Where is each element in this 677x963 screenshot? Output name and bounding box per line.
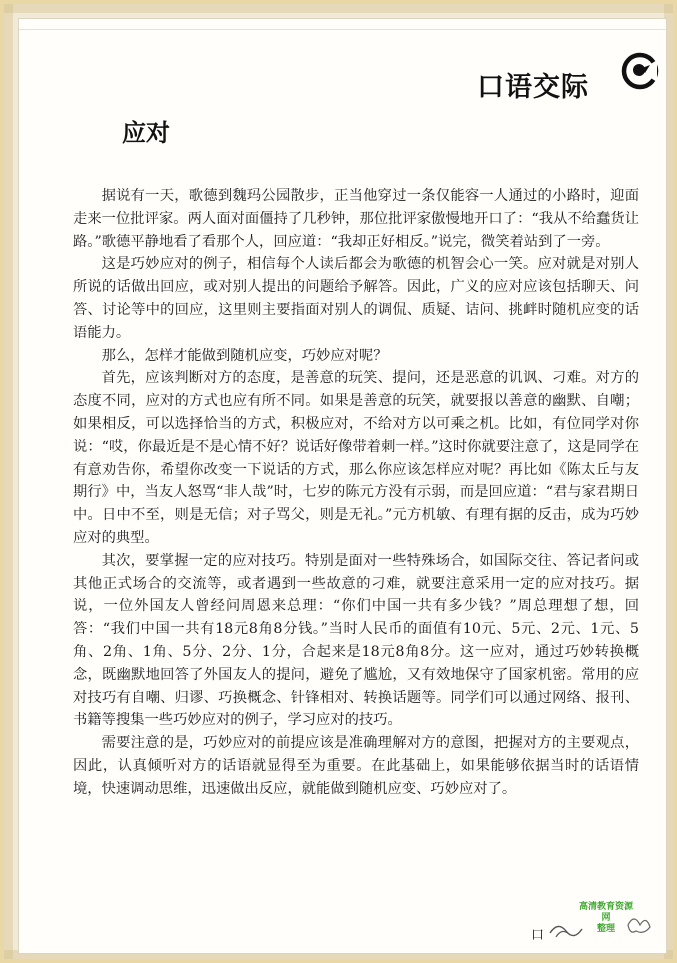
paragraph: 首先，应该判断对方的态度，是善意的玩笑、提问，还是恶意的讥讽、刁难。对方的态度不同，应对的方式也应有所不同。如果是善意的玩笑，就要报以善意的幽默、自嘲；如果相反，可以选择恰当的方式，积极应对，不给对方以可乘之机。比如，有位同学对你说：“哎，你最近是不是心情不好？说话好像带着刺一样。”这时你就要注意了，这是同学在有意劝告你，希望你改变一下说话的方式，那么你应该怎样应对呢？再比如《陈太丘与友期行》中，当友人怒骂“非人哉”时，七岁的陈元方没有示弱，而是回应道：“君与家君期日中。日中不至，则是无信；对子骂父，则是无礼。”元方机敏、有理有据的反击，成为巧妙应对的典型。 bbox=[73, 370, 639, 546]
document-page bbox=[18, 18, 667, 954]
section-title: 应对 bbox=[122, 119, 170, 147]
paragraph: 这是巧妙应对的例子，相信每个人读后都会为歌德的机智会心一笑。应对就是对别人所说的话做出回应，或对别人提出的问题给予解答。因此，广义的应对应该包括聊天、问答、讨论等中的回应，这里则主要指面对别人的调侃、质疑、诘问、挑衅时随机应变的话语能力。 bbox=[73, 256, 639, 341]
paragraph: 据说有一天，歌德到魏玛公园散步，正当他穿过一条仅能容一人通过的小路时，迎面走来一位批评家。两人面对面僵持了几秒钟，那位批评家傲慢地开口了：“我从不给蠢货让路。”歌德平静地看了看那个人，回应道：“我却正好相反。”说完，微笑着站到了一旁。 bbox=[73, 188, 639, 250]
paragraph: 那么，怎样才能做到随机应变，巧妙应对呢？ bbox=[101, 347, 388, 364]
body-text bbox=[73, 185, 639, 801]
paragraph: 需要注意的是，巧妙应对的前提应该是准确理解对方的意图，把握对方的主要观点，因此，认真倾听对方的话语就显得至为重要。在此基础上，如果能够依据当时的话语情境，快速调动思维，迅速做出反应，就能做到随机应变、巧妙应对了。 bbox=[73, 735, 639, 797]
header-title: 口语交际 bbox=[477, 72, 589, 103]
speech-bubble-icon bbox=[620, 51, 660, 91]
footer-logo-text bbox=[578, 902, 634, 935]
top-rule bbox=[19, 29, 666, 30]
logo-text: 高清教育资源网 bbox=[578, 902, 633, 923]
paragraph: 其次，要掌握一定的应对技巧。特别是面对一些特殊场合，如国际交往、答记者问或其他正式场合的交流等，或者遇到一些故意的刁难，就要注意采用一定的应对技巧。据说，一位外国友人曾经问周恩来总理：“你们中国一共有多少钱？”周总理想了想，回答：“我们中国一共有18元8角8分钱。”当时人民币的面值有10元、5元、2元、1元、5角、2角、1角、5分、2分、1分，合起来是18元8角8分。这一应对，通过巧妙转换概念，既幽默地回答了外国友人的提问，避免了尴尬，又有效地保守了国家机密。常用的应对技巧有自嘲、归谬、巧换概念、针锋相对、转换话题等。同学们可以通过网络、报刊、书籍等搜集一些巧妙应对的例子，学习应对的技巧。 bbox=[73, 552, 639, 729]
logo-sub: 整理 bbox=[596, 924, 615, 934]
page-number: 口 bbox=[531, 928, 545, 943]
